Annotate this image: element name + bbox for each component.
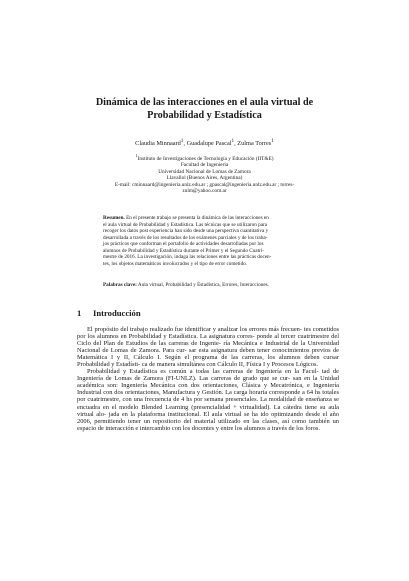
author-name: Zulma Torres	[237, 140, 272, 148]
affiliation-mark: 1	[135, 153, 138, 158]
abstract-line: jos prácticos que conforman el portafolio de actividades desarrolladas por los	[103, 241, 264, 247]
title-line-2: Probabilidad y Estadística	[147, 109, 262, 121]
section-heading	[77, 308, 141, 318]
title-line-1: Dinámica de las interacciones en el aula virtual de	[95, 97, 314, 108]
author-list: Claudia Minnaard$^1$, Guadalupe Pascal$^1$, Zulma Torres$^1$	[135, 138, 274, 148]
keywords-label: Palabras clave:	[103, 282, 137, 288]
abstract-line: mestre de 2016. La investigación, indaga las relaciones entre las prácticas docen-	[103, 254, 272, 260]
body-text	[77, 326, 339, 432]
affiliation-line: $^1$Instituto de Investigaciones de Tecnología y Educación (IIT&E)	[135, 153, 274, 162]
author-affiliation-mark: 1	[231, 138, 235, 144]
paper-title	[60, 97, 349, 122]
email-line: zulm@yahoo.com.ar	[182, 188, 227, 195]
abstract-line: desarrollada a través de los resultados de los exámenes parciales y de los traba-	[103, 234, 268, 241]
abstract-label: Resumen.	[103, 215, 125, 221]
author-name: Claudia Minnaard	[135, 140, 181, 148]
keywords-text: Aula virtual, Probabilidad y Estadística, Errores, Interacciones.	[137, 282, 269, 288]
author-name: Guadalupe Pascal	[186, 140, 232, 148]
paragraph: El propósito del trabajo realizado fue identificar y analizar los errores más frecuen- tes cometidos por los alumnos en Probabilidad y Estadística. La asignatura corres- ponde al tercer cuatrimestre del Ciclo del Plan de Estudios de las carreras de Ingenie- ría Mecánica e Industrial de la Universidad Nacional de Lomas de Zamora. Para cur- sar esta asignatura deben tener conocimientos previos de Matemática I y II, Cálculo I. Según el programa de las carreras, los alumnos deben cursar Probabilidad y Estadísti- ca de manera simultánea con Cálculo II, Física I y Procesos Lógicos.	[77, 326, 339, 369]
affiliation-line: Llavallol (Buenos Aires, Argentina)	[166, 175, 243, 182]
abstract-line: Resumen. En el presente trabajo se presenta la dinámica de las interacciones en	[103, 215, 269, 221]
author-affiliation-mark: 1	[271, 138, 274, 144]
section-number: 1	[77, 308, 82, 318]
affiliation-block	[40, 153, 369, 195]
paragraph: Probabilidad y Estadística es común a todas las carreras de Ingeniería en la Facul- tad de Ingeniería de Lomas de Zamora (FI-UNLZ). Las carreras de grado que se cur- san en la Unidad académica son: Ingeniería Mecánica con dos orientaciones, Clásica y Mecatrónica, e Ingeniería Industrial con dos orientaciones, Manufactura y Gestión. La carga horaria corresponde a 64 hs totales por cuatrimestre, con una frecuencia de 4 hs por semana presenciales. La modalidad de enseñanza se encuadra en el modelo Blended Learning (presencialidad + virtualidad). La cátedra tiene su aula virtual alo- jada en la plataforma institucional. El aula virtual se ha ido optimizando desde el año 2006, permitiendo tener un repositorio del material utilizado en las clases, así como también un espacio de interacción e intercambio con los docentes y entre los alumnos a través de los foros.	[77, 368, 340, 432]
abstract	[103, 215, 307, 267]
abstract-line: alumnos de Probabilidad y Estadística durante el Primer y el Segundo Cuatri-	[103, 247, 264, 254]
keywords	[103, 282, 318, 289]
abstract-line: recoger los datos post experiencia han sido desde una perspectiva cuantitativa y	[103, 228, 269, 234]
email-line: E-mail: cminnaard@ingenieria.unlz.edu.ar ; gpascal@ingenieria.unlz.edu.ar ; torres-	[114, 181, 295, 188]
affiliation-line: Universidad Nacional de Lomas de Zamora	[158, 168, 251, 175]
abstract-line: el aula virtual de Probabilidad y Estadística. Las técnicas que se utilizaron para	[103, 221, 268, 228]
abstract-line: tes, los objetos matemáticos involucrados y el tipo de error cometido.	[103, 260, 248, 267]
section-title: Introducción	[93, 308, 141, 318]
affiliation-line: Facultad de Ingeniería	[180, 162, 229, 169]
author-affiliation-mark: 1	[180, 138, 184, 144]
